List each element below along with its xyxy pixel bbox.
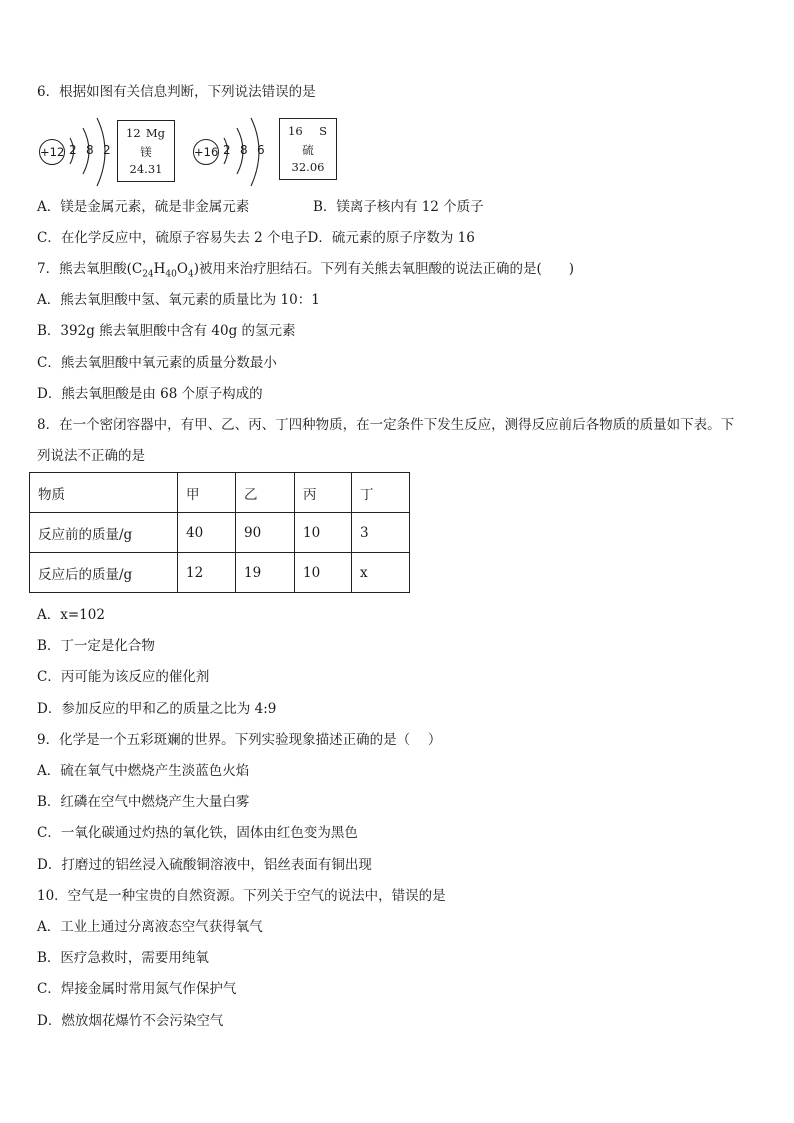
s-element-box [279,118,337,180]
q7-option-c[interactable]: C．熊去氧胆酸中氧元素的质量分数最小 [37,355,277,371]
q6-option-a[interactable]: A．镁是金属元素，硫是非金属元素 [37,199,250,215]
table-cell: 40 [178,513,236,553]
q7-option-d[interactable]: D．熊去氧胆酸是由 68 个原子构成的 [37,386,263,402]
q6-options-row-1 [37,198,484,216]
s-atomic-number: 16 [288,124,303,138]
table-cell: 乙 [236,473,295,513]
q7-o: O [176,261,188,277]
q8-stem-line-1: 8．在一个密闭容器中，有甲、乙、丙、丁四种物质，在一定条件下发生反应，测得反应前后各物质的质量如下表。下 [37,417,735,433]
q9-option-c[interactable]: C．一氧化碳通过灼热的氧化铁，固体由红色变为黑色 [37,825,358,841]
q7-sub-40: 40 [165,269,177,280]
q9-stem: 9．化学是一个五彩斑斓的世界。下列实验现象描述正确的是（ ） [37,732,442,748]
mg-shell-1: 2 [69,143,77,157]
mass-table [29,472,410,593]
q6-option-d[interactable]: D．硫元素的原子序数为 16 [307,230,475,246]
q7-sub-24: 24 [142,269,154,280]
table-cell: 甲 [178,473,236,513]
table-row [30,513,410,553]
q7-stem [37,260,574,284]
q7-option-a[interactable]: A．熊去氧胆酸中氢、氧元素的质量比为 10：1 [37,292,320,308]
table-cell: 丁 [352,473,410,513]
q10-option-b[interactable]: B．医疗急救时，需要用纯氧 [37,950,209,966]
mg-element-box [117,120,175,182]
q6-option-c[interactable]: C．在化学反应中，硫原子容易失去 2 个电子 [37,230,308,246]
q7-option-b[interactable]: B．392g 熊去氧胆酸中含有 40g 的氢元素 [37,323,296,339]
table-cell: 3 [352,513,410,553]
q6-options-row-2 [37,229,475,247]
table-cell: 10 [295,553,352,593]
s-symbol: S [319,124,327,138]
table-cell: 物质 [30,473,178,513]
table-cell: 12 [178,553,236,593]
table-row [30,473,410,513]
table-cell: 丙 [295,473,352,513]
mg-symbol: Mg [145,126,165,140]
table-row [30,553,410,593]
q9-option-b[interactable]: B．红磷在空气中燃烧产生大量白雾 [37,794,250,810]
q10-stem: 10．空气是一种宝贵的自然资源。下列关于空气的说法中，错误的是 [37,888,446,904]
mg-atomic-mass: 24.31 [129,162,163,176]
table-cell: x [352,553,410,593]
s-shell-3: 6 [257,143,265,157]
q7-stem-post: )被用来治疗胆结石。下列有关熊去氧胆酸的说法正确的是( ) [193,261,574,277]
q8-option-a[interactable]: A．x=102 [37,607,105,623]
q6-option-b[interactable]: B．镁离子核内有 12 个质子 [313,199,484,215]
s-shell-1: 2 [223,143,231,157]
q10-option-c[interactable]: C．焊接金属时常用氮气作保护气 [37,981,237,997]
q8-option-c[interactable]: C．丙可能为该反应的催化剂 [37,669,210,685]
table-cell: 10 [295,513,352,553]
s-atomic-mass: 32.06 [291,160,325,174]
q8-option-b[interactable]: B．丁一定是化合物 [37,638,155,654]
mg-shell-2: 8 [86,143,94,157]
mg-name: 镁 [140,145,152,159]
table-cell: 反应后的质量/g [30,553,178,593]
s-nucleus: +16 [193,139,219,165]
q6-stem: 6．根据如图有关信息判断，下列说法错误的是 [37,84,316,100]
table-cell: 19 [236,553,295,593]
table-cell: 反应前的质量/g [30,513,178,553]
q8-option-d[interactable]: D．参加反应的甲和乙的质量之比为 4:9 [37,701,277,717]
q9-option-a[interactable]: A．硫在氧气中燃烧产生淡蓝色火焰 [37,763,250,779]
table-cell: 90 [236,513,295,553]
q7-h: H [153,261,166,277]
mg-shell-3: 2 [103,143,111,157]
q10-option-a[interactable]: A．工业上通过分离液态空气获得氧气 [37,919,263,935]
q8-stem-line-2: 列说法不正确的是 [37,448,145,464]
q9-option-d[interactable]: D．打磨过的铝丝浸入硫酸铜溶液中，铝丝表面有铜出现 [37,857,372,873]
atom-structure-figure [37,114,357,194]
mg-nucleus: +12 [39,139,65,165]
q7-stem-pre: 7．熊去氧胆酸(C [37,261,143,277]
mg-atomic-number: 12 [126,126,141,140]
s-shell-2: 8 [240,143,248,157]
s-name: 硫 [302,143,314,157]
q7-sub-4: 4 [187,269,194,280]
q10-option-d[interactable]: D．燃放烟花爆竹不会污染空气 [37,1013,224,1029]
